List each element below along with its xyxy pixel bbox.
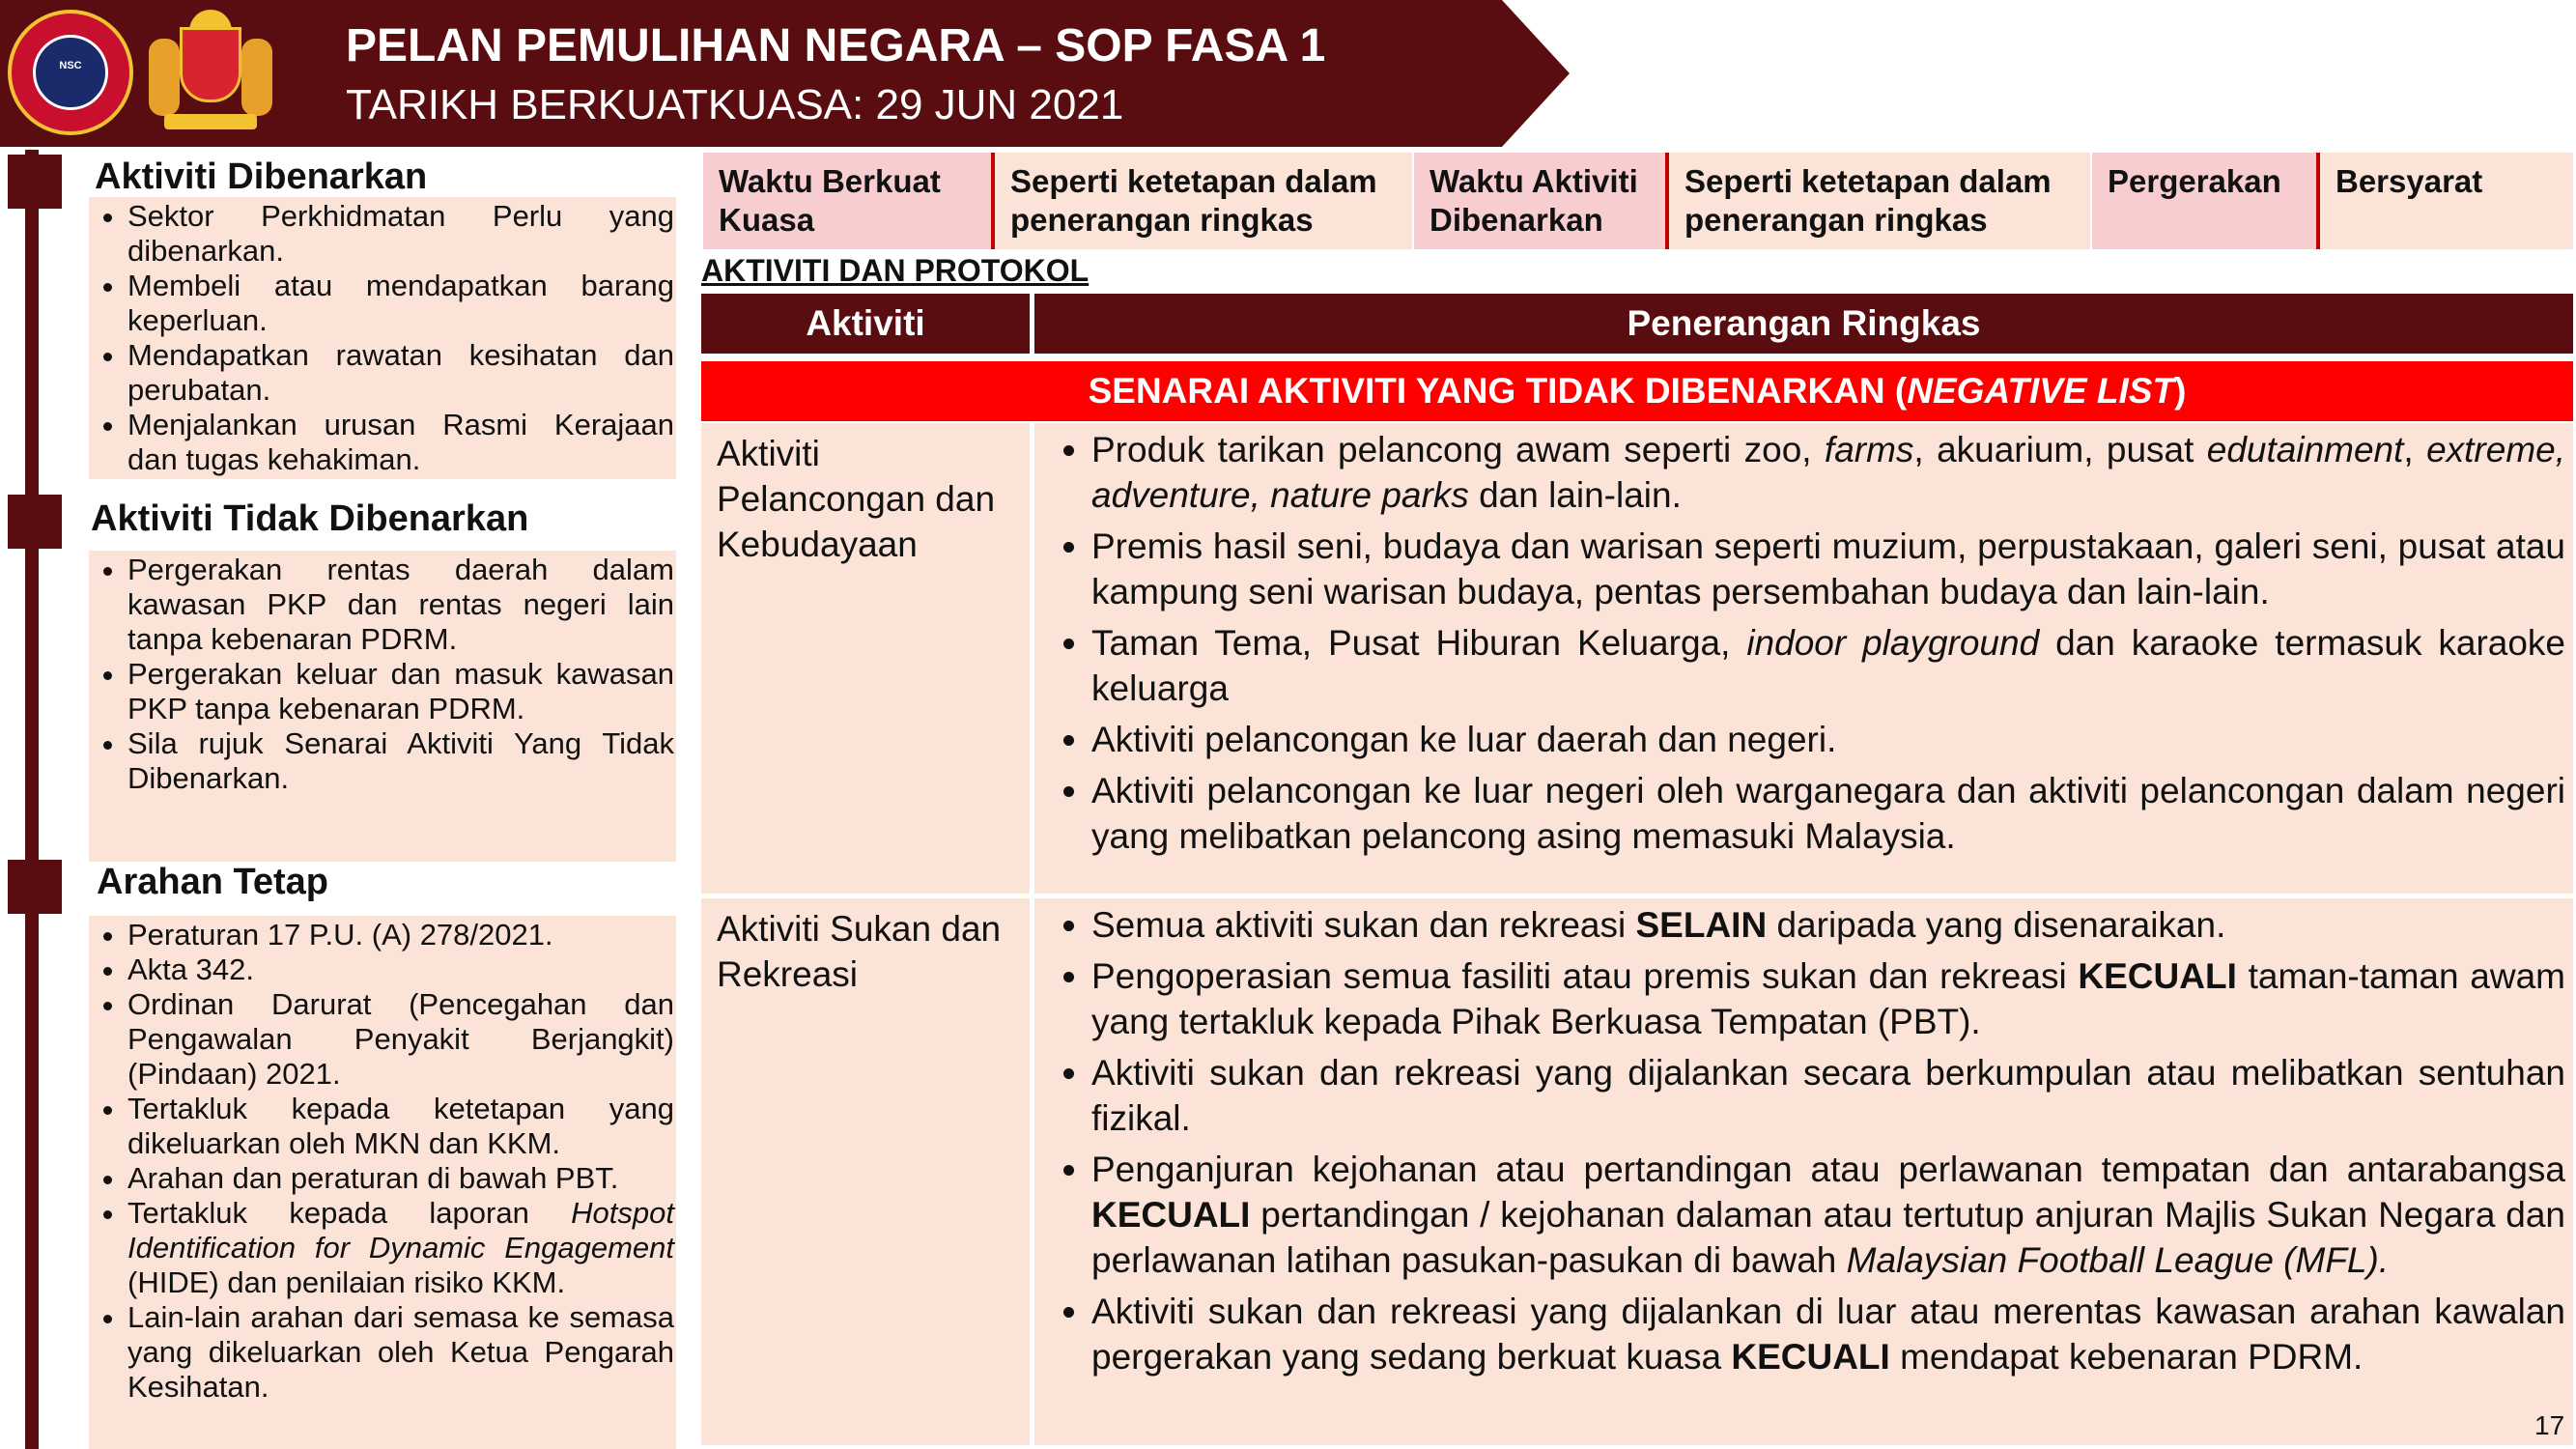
list-item: • Lain-lain arahan dari semasa ke semasa yang dikeluarkan oleh Ketua Pengarah Kesihatan. [127,1300,674,1405]
nsc-logo-icon [8,10,133,135]
not-allowed-heading: Aktiviti Tidak Dibenarkan [91,498,529,539]
not-allowed-panel [89,551,676,862]
text: dan lain-lain. [1468,475,1682,515]
text: mendapat kebenaran PDRM. [1889,1337,2364,1377]
list-item: • Akta 342. [127,952,674,987]
list-item [1091,620,2565,711]
text: taman-taman awam yang tertakluk kepada Pihak Berkuasa Tempatan (PBT). [1091,956,2565,1041]
text: Pengoperasian semua fasiliti atau premis sukan dan rekreasi [1091,956,2079,996]
info-activity-hours-value: Seperti ketetapan dalam penerangan ringkas [1669,153,2090,249]
list-item: • Sektor Perkhidmatan Perlu yang dibenarkan. [127,199,674,269]
info-hours-label: Waktu Berkuat Kuasa [703,153,991,249]
text: extreme, adventure, nature parks [1091,430,2566,515]
text: Semua aktiviti sukan dan rekreasi [1091,905,1636,945]
text: , akuarium, pusat [1913,430,2207,469]
list-item [1091,1289,2565,1379]
list-item [1091,1147,2565,1283]
timeline-marker-standing-orders [8,860,62,914]
text: KECUALI [1091,1195,1251,1235]
list-item: • Mendapatkan rawatan kesihatan dan perubatan. [127,338,674,408]
standing-orders-heading: Arahan Tetap [97,862,329,902]
info-movement-label: Pergerakan [2092,153,2316,249]
list-item [1091,902,2565,948]
text: indoor playground [1746,623,2040,663]
text: , [2403,430,2427,469]
activity-tourism: Aktiviti Pelancongan dan Kebudayaan [717,434,996,564]
info-hours-value: Seperti ketetapan dalam penerangan ringkas [995,153,1412,249]
list-item [1091,953,2565,1044]
list-item: • Tertakluk kepada ketetapan yang dikeluarkan oleh MKN dan KKM. [127,1092,674,1161]
text: SELAIN [1635,905,1768,945]
list-item: • Aktiviti pelancongan ke luar negeri oleh warganegara dan aktiviti pelancongan dalam negeri yang melibatkan pelancong asing memasuki Malaysia. [1091,768,2565,859]
column-divider [1030,423,1034,894]
list-item: • Aktiviti pelancongan ke luar daerah dan negeri. [1091,717,2565,762]
info-activity-hours-label: Waktu Aktiviti Dibenarkan [1414,153,1665,249]
text: dan karaoke termasuk karaoke keluarga [1091,623,2565,708]
description-tourism [1045,427,2565,865]
nsc-logo-text: NSC [59,60,82,71]
timeline-marker-not-allowed [8,495,62,549]
list-item: • Pergerakan keluar dan masuk kawasan PKP tanpa kebenaran PDRM. [127,657,674,726]
list-item: • Sila rujuk Senarai Aktiviti Yang Tidak Dibenarkan. [127,726,674,796]
section-title-activities-protocol: AKTIVITI DAN PROTOKOL [701,253,1090,288]
list-item [1091,427,2565,518]
timeline-marker-allowed [8,155,62,209]
text: Produk tarikan pelancong awam seperti zoo, [1091,430,1825,469]
text: daripada yang disenaraikan. [1767,905,2226,945]
list-item: • Menjalankan urusan Rasmi Kerajaan dan tugas kehakiman. [127,408,674,477]
negative-list-pre: SENARAI AKTIVITI YANG TIDAK DIBENARKAN ( [1088,371,1908,411]
text: KECUALI [2078,956,2237,996]
hide-item-italic: Hotspot Identification for Dynamic Engagement [127,1196,674,1264]
description-sports [1045,902,2565,1385]
text: edutainment [2206,430,2404,469]
column-header-activity: Aktiviti [806,303,925,343]
allowed-panel [89,197,676,479]
hide-item-post: (HIDE) dan penilaian risiko KKM. [127,1265,566,1299]
table-row [701,423,2573,894]
list-item [127,1196,674,1300]
list-item: • Premis hasil seni, budaya dan warisan seperti muzium, perpustakaan, galeri seni, pusat atau kampung seni warisan budaya, pentas persembahan budaya dan lain-lain. [1091,524,2565,614]
negative-list-post: ) [2174,371,2187,411]
list-item: • Ordinan Darurat (Pencegahan dan Pengawalan Penyakit Berjangkit) (Pindaan) 2021. [127,987,674,1092]
hide-item-pre: Tertakluk kepada laporan [127,1196,572,1230]
allowed-heading: Aktiviti Dibenarkan [95,156,428,197]
text: Taman Tema, Pusat Hiburan Keluarga, [1091,623,1747,663]
coat-of-arms-icon [143,10,278,135]
list-item: • Membeli atau mendapatkan barang keperluan. [127,269,674,338]
activity-sports: Aktiviti Sukan dan Rekreasi [717,909,1002,994]
list-item: • Peraturan 17 P.U. (A) 278/2021. [127,918,674,952]
list-item: • Arahan dan peraturan di bawah PBT. [127,1161,674,1196]
negative-list-banner [701,361,2573,421]
text: Penganjuran kejohanan atau pertandingan atau perlawanan tempatan dan antarabangsa [1091,1150,2565,1189]
standing-orders-panel [89,916,676,1449]
info-movement-value: Bersyarat [2320,153,2573,249]
text: KECUALI [1731,1337,1890,1377]
column-header-description: Penerangan Ringkas [1627,303,1981,343]
timeline-line [25,150,39,1449]
list-item: • Pergerakan rentas daerah dalam kawasan PKP dan rentas negeri lain tanpa kebenaran PDRM. [127,553,674,657]
list-item: • Aktiviti sukan dan rekreasi yang dijalankan secara berkumpulan atau melibatkan sentuhan fizikal. [1091,1050,2565,1141]
page-title: PELAN PEMULIHAN NEGARA – SOP FASA 1 [346,20,1326,71]
table-header [701,294,2573,354]
text: Aktiviti sukan dan rekreasi yang dijalankan di luar atau merentas kawasan arahan kawalan pergerakan yang sedang berkuat kuasa [1091,1292,2565,1377]
header-banner [0,0,1570,147]
table-row [701,898,2573,1445]
text: pertandingan / kejohanan dalaman atau tertutup anjuran Majlis Sukan Negara dan perlawanan latihan pasukan-pasukan di bawah [1091,1195,2565,1280]
text: Malaysian Football League (MFL). [1846,1240,2390,1280]
page-number: 17 [2534,1410,2565,1440]
column-divider [1030,898,1034,1445]
text: farms [1824,430,1914,469]
page-subtitle: TARIKH BERKUATKUASA: 29 JUN 2021 [346,81,1124,128]
negative-list-italic: NEGATIVE LIST [1907,371,2175,411]
